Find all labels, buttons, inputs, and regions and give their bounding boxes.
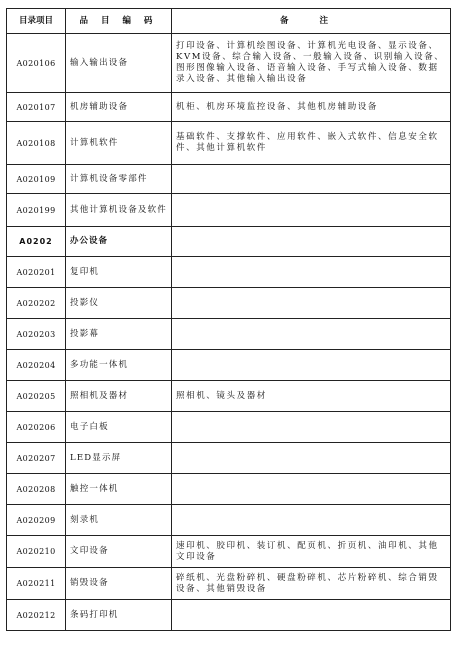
item-name-cell: 销毁设备 xyxy=(66,568,172,600)
table-row xyxy=(7,319,451,350)
item-name-cell: 照相机及器材 xyxy=(66,381,172,412)
item-name-cell: 电子白板 xyxy=(66,412,172,443)
remarks-cell xyxy=(172,194,451,227)
catalog-code-cell: A020203 xyxy=(7,319,66,350)
catalog-code-cell: A020202 xyxy=(7,288,66,319)
item-name-cell: 文印设备 xyxy=(66,536,172,568)
catalog-code-cell: A020208 xyxy=(7,474,66,505)
table-row xyxy=(7,350,451,381)
item-name-cell: 触控一体机 xyxy=(66,474,172,505)
table-row xyxy=(7,568,451,600)
remarks-cell: 速印机、胶印机、装订机、配页机、折页机、油印机、其他文印设备 xyxy=(172,536,451,568)
header-catalog-item: 目录项目 xyxy=(7,9,66,34)
catalog-code-cell: A020205 xyxy=(7,381,66,412)
remarks-cell: 碎纸机、光盘粉碎机、硬盘粉碎机、芯片粉碎机、综合销毁设备、其他销毁设备 xyxy=(172,568,451,600)
item-name-cell: LED显示屏 xyxy=(66,443,172,474)
table-row xyxy=(7,381,451,412)
header-remarks: 备 注 xyxy=(172,9,451,34)
table-row xyxy=(7,34,451,93)
item-name-cell: 刻录机 xyxy=(66,505,172,536)
table-body xyxy=(7,34,451,631)
catalog-code-cell: A020106 xyxy=(7,34,66,93)
item-name-cell: 投影幕 xyxy=(66,319,172,350)
item-name-cell: 办公设备 xyxy=(66,227,172,257)
table-row xyxy=(7,122,451,165)
catalog-code-cell: A020204 xyxy=(7,350,66,381)
table-row xyxy=(7,288,451,319)
catalog-code-cell: A020201 xyxy=(7,257,66,288)
category-row xyxy=(7,227,451,257)
remarks-cell xyxy=(172,600,451,631)
table-row xyxy=(7,443,451,474)
catalog-code-cell: A020209 xyxy=(7,505,66,536)
item-name-cell: 计算机设备零部件 xyxy=(66,165,172,194)
catalog-code-cell: A020107 xyxy=(7,93,66,122)
table-row xyxy=(7,536,451,568)
remarks-cell xyxy=(172,474,451,505)
remarks-cell: 打印设备、计算机绘图设备、计算机光电设备、显示设备、KVM设备、综合输入设备、一般输入设备、识别输入设备、图形图像输入设备、语音输入设备、手写式输入设备、数据录入设备、其他输入输出设备 xyxy=(172,34,451,93)
item-name-cell: 投影仪 xyxy=(66,288,172,319)
catalog-code-cell: A020211 xyxy=(7,568,66,600)
catalog-table-page xyxy=(6,8,450,631)
remarks-cell xyxy=(172,165,451,194)
catalog-code-cell: A020212 xyxy=(7,600,66,631)
item-name-cell: 条码打印机 xyxy=(66,600,172,631)
remarks-cell: 基础软件、支撑软件、应用软件、嵌入式软件、信息安全软件、其他计算机软件 xyxy=(172,122,451,165)
item-name-cell: 机房辅助设备 xyxy=(66,93,172,122)
catalog-code-cell: A020108 xyxy=(7,122,66,165)
remarks-cell xyxy=(172,257,451,288)
remarks-cell xyxy=(172,319,451,350)
table-row xyxy=(7,505,451,536)
remarks-cell xyxy=(172,412,451,443)
header-item-code: 品 目 编 码 xyxy=(66,9,172,34)
remarks-cell: 照相机、镜头及器材 xyxy=(172,381,451,412)
catalog-table xyxy=(6,8,451,631)
item-name-cell: 多功能一体机 xyxy=(66,350,172,381)
table-header-row xyxy=(7,9,451,34)
remarks-cell xyxy=(172,350,451,381)
remarks-cell xyxy=(172,443,451,474)
catalog-code-cell: A020207 xyxy=(7,443,66,474)
catalog-code-cell: A0202 xyxy=(7,227,66,257)
table-row xyxy=(7,257,451,288)
remarks-cell xyxy=(172,227,451,257)
catalog-code-cell: A020199 xyxy=(7,194,66,227)
table-row xyxy=(7,194,451,227)
catalog-code-cell: A020210 xyxy=(7,536,66,568)
table-row xyxy=(7,474,451,505)
table-row xyxy=(7,93,451,122)
item-name-cell: 输入输出设备 xyxy=(66,34,172,93)
catalog-code-cell: A020206 xyxy=(7,412,66,443)
table-row xyxy=(7,600,451,631)
table-row xyxy=(7,165,451,194)
table-row xyxy=(7,412,451,443)
item-name-cell: 其他计算机设备及软件 xyxy=(66,194,172,227)
catalog-code-cell: A020109 xyxy=(7,165,66,194)
remarks-cell xyxy=(172,288,451,319)
remarks-cell: 机柜、机房环境监控设备、其他机房辅助设备 xyxy=(172,93,451,122)
item-name-cell: 复印机 xyxy=(66,257,172,288)
remarks-cell xyxy=(172,505,451,536)
item-name-cell: 计算机软件 xyxy=(66,122,172,165)
